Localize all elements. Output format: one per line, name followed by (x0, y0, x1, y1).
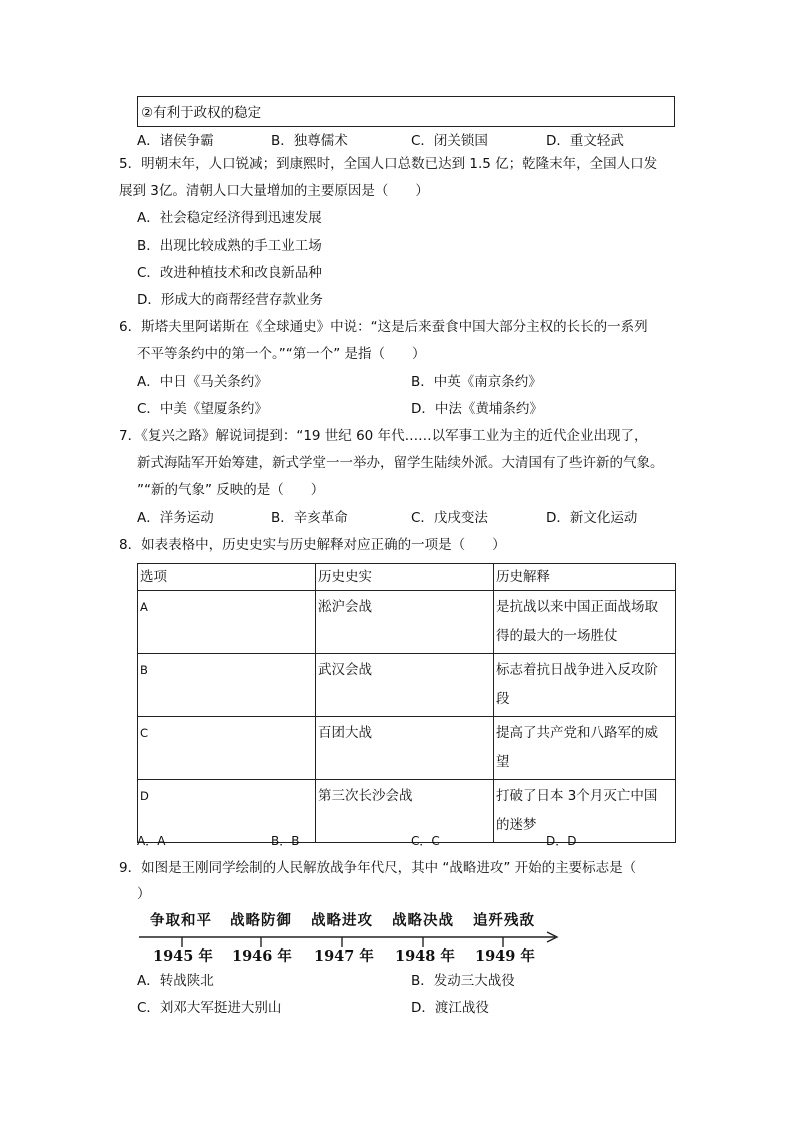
q7-option-a[interactable]: A．洋务运动 (137, 510, 214, 526)
timeline-stage-label: 战略决战 (392, 912, 454, 929)
q7-option-b[interactable]: B．辛亥革命 (271, 510, 348, 526)
q6-option-a[interactable]: A．中日《马关条约》 (137, 374, 268, 390)
table-header-cell: 选项 (138, 564, 316, 591)
q6-option-d[interactable]: D．中法《黄埔条约》 (411, 401, 543, 417)
explanation-line: 打破了日本 3个月灭亡中国 (496, 788, 658, 804)
q9-stem-line1: 9．如图是王刚同学绘制的人民解放战争年代尺，其中 “战略进攻” 开始的主要标志是（ (119, 860, 637, 876)
timeline-year: 1947 年 (314, 948, 374, 965)
table-header-cell: 历史史实 (316, 564, 494, 591)
q9-stem-line2: ） (137, 886, 151, 902)
timeline-stage-label: 战略进攻 (311, 912, 373, 929)
q6-stem-line2: 不平等条约中的第一个。”“第一个” 是指（ ） (137, 346, 426, 362)
timeline-stage-label: 争取和平 (150, 912, 212, 929)
q6-option-c[interactable]: C．中美《望厦条约》 (137, 401, 268, 417)
table-header-cell: 历史解释 (494, 564, 676, 591)
table-cell-option: C (138, 717, 316, 780)
q8-option-b[interactable]: B．B (271, 834, 300, 848)
table-cell-fact: 百团大战 (316, 717, 494, 780)
table-cell-explanation (494, 717, 676, 780)
table-cell-fact: 武汉会战 (316, 654, 494, 717)
q7-option-d[interactable]: D．新文化运动 (546, 510, 638, 526)
q4-answer-box (137, 96, 675, 127)
war-timeline (137, 905, 567, 965)
timeline-year: 1946 年 (232, 948, 292, 965)
q7-stem-line3: ”“新的气象” 反映的是（ ） (137, 482, 325, 498)
table-cell-explanation (494, 780, 676, 843)
table-row (138, 591, 676, 654)
q7-stem-line2: 新式海陆军开始筹建，新式学堂一一举办，留学生陆续外派。大清国有了些许新的气象。 (137, 455, 664, 471)
q8-option-d[interactable]: D．D (546, 834, 577, 848)
q5-option-a[interactable]: A．社会稳定经济得到迅速发展 (137, 210, 322, 226)
explanation-line: 是抗战以来中国正面战场取 (496, 599, 658, 615)
table-row (138, 780, 676, 843)
explanation-line: 提高了共产党和八路军的威 (496, 725, 658, 741)
q4-option-d[interactable]: D．重文轻武 (546, 133, 624, 149)
q4-option-c[interactable]: C．闭关锁国 (411, 133, 488, 149)
q8-stem: 8．如表表格中，历史史实与历史解释对应正确的一项是（ ） (119, 537, 506, 553)
table-row (138, 654, 676, 717)
q7-stem-line1: 7．《复兴之路》解说词提到：“19 世纪 60 年代……以军事工业为主的近代企业出现了， (119, 428, 648, 444)
q6-stem-line1: 6．斯塔夫里阿诺斯在《全球通史》中说：“这是后来蚕食中国大部分主权的长长的一系列 (119, 319, 648, 335)
q5-option-d[interactable]: D．形成大的商帮经营存款业务 (137, 292, 323, 308)
explanation-line: 望 (496, 754, 510, 770)
table-cell-option: B (138, 654, 316, 717)
explanation-line: 得的最大的一场胜仗 (496, 628, 618, 644)
q9-option-a[interactable]: A．转战陕北 (137, 973, 214, 989)
explanation-line: 段 (496, 691, 510, 707)
timeline-year: 1948 年 (395, 948, 455, 965)
table-cell-explanation (494, 654, 676, 717)
explanation-line: 的迷梦 (496, 817, 537, 833)
q5-option-c[interactable]: C．改进种植技术和改良新品种 (137, 265, 322, 281)
q5-stem-line2: 展到 3亿。清朝人口大量增加的主要原因是（ ） (119, 183, 429, 199)
timeline-stage-label: 战略防御 (230, 912, 292, 929)
table-cell-explanation (494, 591, 676, 654)
timeline-stage-label: 追歼残敌 (473, 912, 535, 929)
timeline-year: 1945 年 (153, 948, 213, 965)
timeline-year: 1949 年 (475, 948, 535, 965)
q8-table (137, 563, 676, 843)
table-row (138, 717, 676, 780)
q4-box-text: ②有利于政权的稳定 (141, 105, 262, 121)
q6-option-b[interactable]: B．中英《南京条约》 (411, 374, 542, 390)
q8-option-c[interactable]: C．C (411, 834, 440, 848)
q9-option-c[interactable]: C．刘邓大军挺进大别山 (137, 1000, 282, 1016)
table-cell-option: A (138, 591, 316, 654)
q9-option-d[interactable]: D．渡江战役 (411, 1000, 489, 1016)
q4-option-a[interactable]: A．诸侯争霸 (137, 133, 214, 149)
q5-stem-line1: 5．明朝末年，人口锐减；到康熙时，全国人口总数已达到 1.5 亿；乾隆末年，全国人口发 (119, 156, 658, 172)
q9-option-b[interactable]: B．发动三大战役 (411, 973, 515, 989)
q8-option-a[interactable]: A．A (137, 834, 166, 848)
table-header-row (138, 564, 676, 591)
table-cell-option: D (138, 780, 316, 843)
q4-option-b[interactable]: B．独尊儒术 (271, 133, 348, 149)
q5-option-b[interactable]: B．出现比较成熟的手工业工场 (137, 238, 322, 254)
explanation-line: 标志着抗日战争进入反攻阶 (496, 662, 658, 678)
q7-option-c[interactable]: C．戊戌变法 (411, 510, 488, 526)
table-cell-fact: 第三次长沙会战 (316, 780, 494, 843)
table-cell-fact: 淞沪会战 (316, 591, 494, 654)
